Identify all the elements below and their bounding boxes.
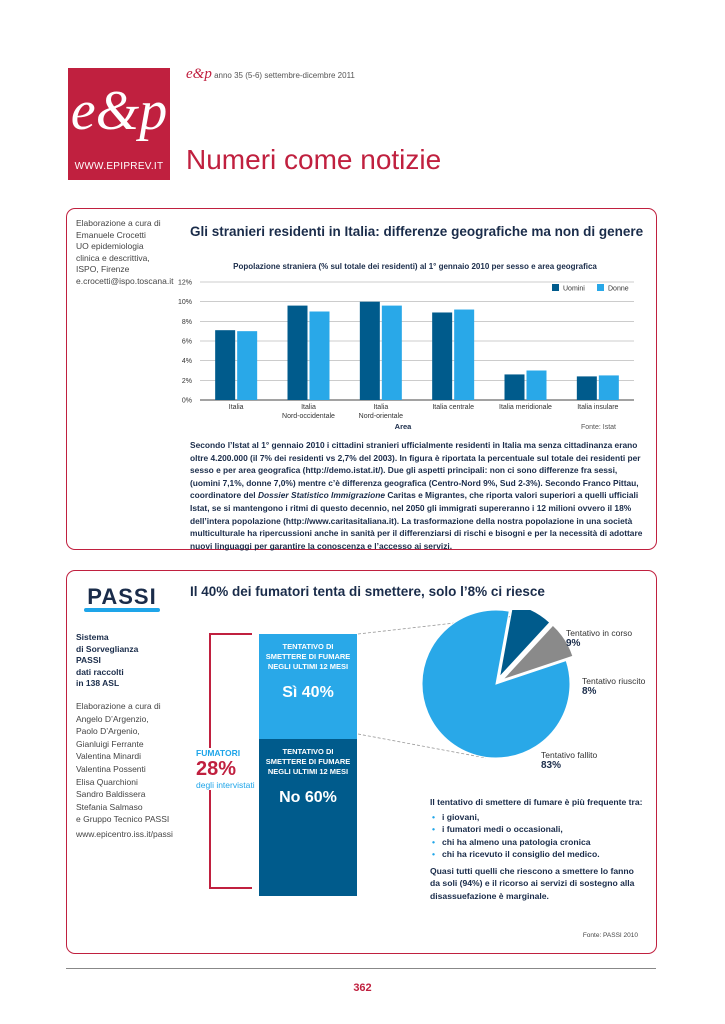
bullet-list	[430, 811, 645, 861]
footer-divider	[66, 968, 656, 969]
journal-info	[186, 66, 355, 83]
stranieri-bar-chart	[170, 272, 640, 437]
credit-line: dati raccolti	[76, 666, 124, 677]
x-tick-label: Italia meridionale	[499, 404, 552, 411]
credit-line: Gianluigi Ferrante	[76, 738, 144, 749]
bar-top-label: TENTATIVO DI SMETTERE DI FUMARE NEGLI ULTIMI 12 MESI	[265, 642, 351, 671]
body-outro: Quasi tutti quelli che riescono a smettere lo fanno da soli (94%) e il ricorso ai servizi di sostegno alla disassuefazione è marginale.	[430, 865, 635, 901]
bullet-item: • i fumatori medi o occasionali,	[442, 823, 645, 836]
journal-mini-logo: e&p	[186, 66, 212, 82]
credit-line: Emanuele Crocetti	[76, 229, 146, 240]
attempt-stacked-bar	[259, 634, 357, 896]
chart-title: Popolazione straniera (% sul totale dei residenti) al 1° gennaio 2010 per sesso e area geografica	[233, 262, 597, 271]
x-tick-label: Italia insulare	[577, 404, 619, 411]
bar-donne	[599, 375, 619, 400]
section1-title: Gli stranieri residenti in Italia: differenze geografiche ma non di genere	[190, 224, 644, 239]
website-link[interactable]: WWW.EPIPREV.IT	[74, 161, 164, 172]
bullet-item: • chi ha almeno una patologia cronica	[442, 836, 645, 849]
fumatori-value: 28%	[196, 758, 237, 780]
chart-x-ticks	[229, 404, 619, 420]
y-tick-label: 2%	[181, 377, 192, 385]
chart-source: Fonte: Istat	[580, 424, 616, 431]
credit-line: di Sorveglianza	[76, 643, 139, 654]
bar-uomini	[215, 330, 235, 400]
pie-label-fallito	[541, 750, 597, 771]
credit-line: in 138 ASL	[76, 678, 120, 688]
bullet-item: • chi ha ricevuto il consiglio del medico.	[442, 848, 645, 861]
bar-uomini	[288, 306, 308, 400]
credit-line: Elisa Quarchioni	[76, 776, 138, 787]
section2-credit	[76, 700, 186, 826]
bar-uomini	[360, 302, 380, 400]
journal-logo: e&p	[70, 80, 168, 142]
bar-bottom-label: TENTATIVO DI SMETTERE DI FUMARE NEGLI ULTIMI 12 MESI	[265, 746, 351, 776]
y-tick-label: 12%	[177, 279, 192, 287]
pie-label-text: Tentativo in corso	[566, 628, 633, 638]
passi-system	[76, 632, 186, 690]
bar-donne	[454, 310, 474, 400]
bullet-item: • i giovani,	[442, 811, 645, 824]
credit-line: Valentina Possenti	[76, 763, 146, 774]
passi-logo	[82, 580, 164, 616]
x-tick-label: Italia centrale	[432, 404, 474, 411]
bar-uomini	[577, 376, 597, 400]
fumatori-label: FUMATORI	[196, 748, 241, 758]
y-tick-label: 10%	[177, 299, 192, 307]
pie-label-value: 83%	[541, 760, 562, 771]
x-tick-label: Nord-occidentale	[282, 413, 335, 420]
legend-swatch	[552, 284, 559, 291]
bar-donne	[382, 306, 402, 400]
credit-email[interactable]: e.crocetti@ispo.toscana.it	[76, 275, 174, 286]
credit-line: PASSI	[76, 655, 101, 665]
credit-line: Elaborazione a cura di	[76, 218, 161, 228]
chart-legend	[552, 284, 629, 293]
credit-line: Sandro Baldissera	[76, 789, 146, 800]
section2-title: Il 40% dei fumatori tenta di smettere, solo l’8% ci riesce	[190, 584, 545, 599]
fumatori-sub: degli intervistati	[196, 780, 255, 790]
passi-source: Fonte: PASSI 2010	[582, 932, 638, 939]
credit-line: Sistema	[76, 632, 109, 642]
legend-swatch	[597, 284, 604, 291]
pie-label-text: Tentativo fallito	[541, 750, 598, 760]
bar-uomini	[505, 374, 525, 400]
bar-top-value: Sì 40%	[282, 684, 334, 701]
credit-line: ISPO, Firenze	[76, 264, 130, 274]
bar-donne	[310, 312, 330, 401]
legend-label: Donne	[608, 285, 629, 293]
passi-url[interactable]: www.epicentro.iss.it/passi	[76, 829, 173, 839]
x-axis-label: Area	[394, 422, 412, 431]
section1-paragraph: Secondo l’Istat al 1° gennaio 2010 i cittadini stranieri ufficialmente residenti in Italia ma senza cittadinanza erano oltre 4.200.000 (il 7% dei residenti vs 2,7% del 2003). In figura è riportata la percentuale sul totale dei residenti per sesso e per area geografica (http://demo.istat.it/). Due gli aspetti principali: non ci sono differenze fra sessi, (uomini 7,1%, donne 7,0%) mentre c’è differenza geografica (Centro-Nord 9%, Sud 2-3%). Secondo Franco Pittau, coordinatore del Dossier Statistico Immigrazione Caritas e Migrantes, che riporta valori superiori a quelli ufficiali Istat, se si mantengono i ritmi di questo decennio, nel 2050 gli immigrati supereranno i 12 milioni ovvero il 18% dell’intera popolazione (http://www.caritasitaliana.it). La trasformazione della nostra popolazione in una società multiculturale ha ripercussioni anche in sanità per il differenziarsi di rischi e bisogni e per la necessità di adottare nuovi linguaggi per garantire la conoscenza e l’accesso ai servizi.	[190, 440, 643, 551]
x-tick-label: Italia	[228, 404, 244, 411]
bar-uomini	[432, 312, 452, 400]
pie-label-in-corso	[566, 628, 632, 649]
bar-donne	[527, 371, 547, 401]
credit-line: clinica e descrittiva,	[76, 252, 150, 263]
y-tick-label: 0%	[181, 397, 192, 405]
x-tick-label: Italia	[301, 404, 316, 411]
y-tick-label: 8%	[181, 318, 192, 326]
page-number: 362	[353, 982, 372, 994]
chart-y-ticks	[178, 280, 192, 405]
credit-line: Valentina Minardi	[76, 751, 142, 762]
pie-label-value: 9%	[566, 638, 581, 649]
credit-line: Paolo D’Argenio,	[76, 726, 140, 737]
page-title: Numeri come notizie	[186, 144, 442, 175]
bar-segment-no	[259, 739, 357, 896]
bar-segment-si	[259, 634, 357, 739]
passi-body	[430, 796, 645, 902]
credit-line: e Gruppo Tecnico PASSI	[76, 814, 170, 825]
fumatori-callout	[196, 748, 256, 790]
y-tick-label: 4%	[181, 358, 192, 366]
body-intro: Il tentativo di smettere di fumare è più frequente tra:	[430, 797, 643, 807]
chart-grid	[200, 282, 634, 400]
pie-slices	[422, 610, 573, 758]
credit-line: UO epidemiologia	[76, 241, 144, 251]
pie-label-value: 8%	[582, 686, 597, 697]
journal-logo-block	[68, 68, 170, 180]
bar-donne	[237, 331, 257, 400]
passi-logo-text: PASSI	[87, 584, 157, 609]
pie-label-riuscito	[582, 676, 645, 697]
credit-line: Stefania Salmaso	[76, 801, 143, 812]
pie-label-text: Tentativo riuscito	[582, 676, 646, 686]
legend-label: Uomini	[563, 285, 585, 293]
y-tick-label: 6%	[181, 338, 192, 346]
bar-bottom-value: No 60%	[279, 788, 337, 806]
x-tick-label: Italia	[373, 404, 389, 411]
journal-issue: anno 35 (5-6) settembre-dicembre 2011	[214, 71, 355, 80]
credit-line: Angelo D’Argenzio,	[76, 713, 149, 724]
x-tick-label: Nord-orientale	[358, 413, 404, 420]
chart-bars	[215, 302, 619, 400]
credit-line: Elaborazione a cura di	[76, 701, 161, 711]
